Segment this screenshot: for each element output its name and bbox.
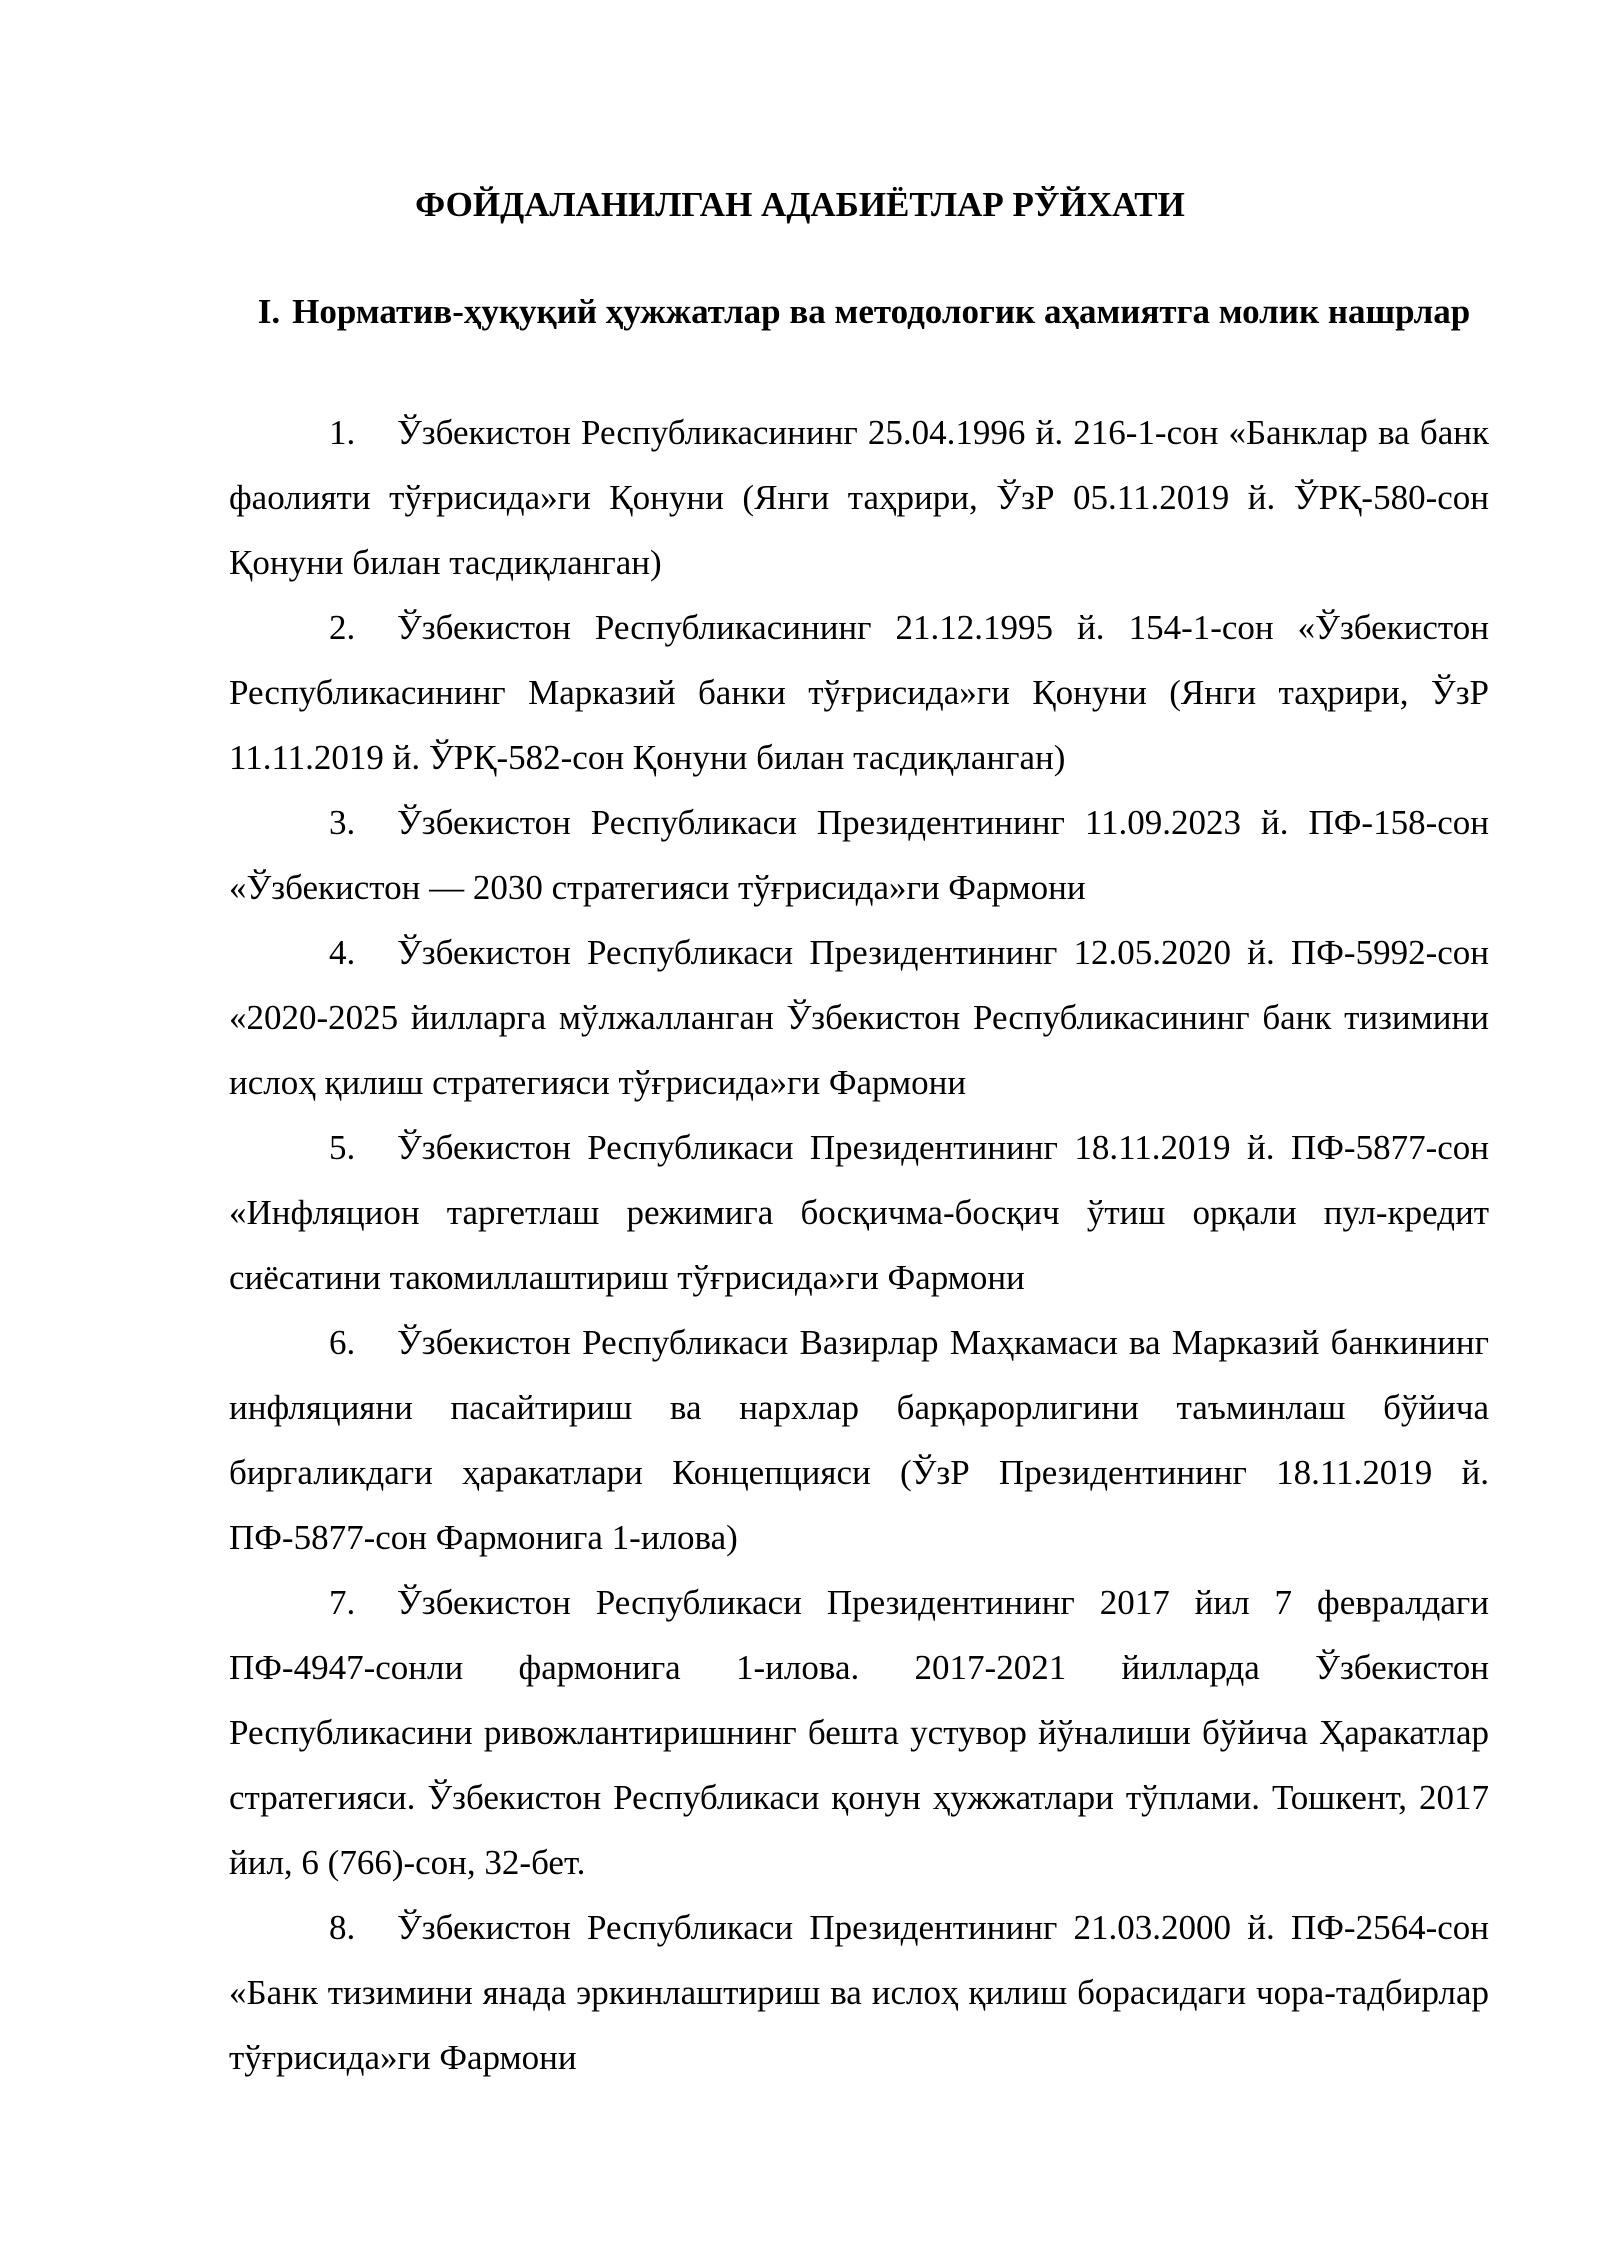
page-title: ФОЙДАЛАНИЛГАН АДАБИЁТЛАР РЎЙХАТИ bbox=[415, 185, 1185, 224]
reference-number: 1. bbox=[329, 413, 356, 452]
reference-text: Ўзбекистон Республикаси Президентининг 12.05.2020 й. ПФ-5992-сон «2020-2025 йилларга мўлжалланган Ўзбекистон Республикасининг банк тизимини ислоҳ қилиш стратегияси тўғрисида»ги Фармони bbox=[229, 933, 1489, 1102]
section-title: Норматив-ҳуқуқий ҳужжатлар ва методологик аҳамиятга молик нашрлар bbox=[292, 292, 1471, 331]
reference-text: Ўзбекистон Республикаси Президентининг 2017 йил 7 февралдаги ПФ-4947-сонли фармонига 1-илова. 2017-2021 йилларда Ўзбекистон Республикасини ривожлантиришнинг бешта устувор йўналиши бўйича Ҳаракатлар стратегияси. Ўзбекистон Республикаси қонун ҳужжатлари тўплами. Тошкент, 2017 йил, 6 (766)-сон, 32-бет. bbox=[229, 1583, 1489, 1882]
reference-item bbox=[229, 1895, 1489, 2090]
reference-item bbox=[229, 1310, 1489, 1570]
reference-number: 7. bbox=[329, 1583, 356, 1622]
reference-text: Ўзбекистон Республикаси Президентининг 18.11.2019 й. ПФ-5877-сон «Инфляцион таргетлаш режимига босқичма-босқич ўтиш орқали пул-кредит сиёсатини такомиллаштириш тўғрисида»ги Фармони bbox=[229, 1128, 1489, 1297]
reference-text: Ўзбекистон Республикаси Президентининг 21.03.2000 й. ПФ-2564-сон «Банк тизимини янада эркинлаштириш ва ислоҳ қилиш борасидаги чора-тадбирлар тўғрисида»ги Фармони bbox=[229, 1908, 1489, 2077]
reference-number: 6. bbox=[329, 1323, 356, 1362]
reference-number: 4. bbox=[329, 933, 356, 972]
reference-item bbox=[229, 1570, 1489, 1895]
reference-number: 8. bbox=[329, 1908, 356, 1947]
reference-item bbox=[229, 920, 1489, 1115]
section-heading bbox=[228, 279, 1500, 344]
reference-text: Ўзбекистон Республикаси Вазирлар Маҳкамаси ва Марказий банкининг инфляцияни пасайтириш ва нархлар барқарорлигини таъминлаш бўйича биргаликдаги ҳаракатлари Концепцияси (ЎзР Президентининг 18.11.2019 й. ПФ-5877-сон Фармонига 1-илова) bbox=[229, 1323, 1489, 1557]
reference-number: 2. bbox=[329, 608, 356, 647]
reference-text: Ўзбекистон Республикаси Президентининг 11.09.2023 й. ПФ-158-сон «Ўзбекистон — 2030 стратегияси тўғрисида»ги Фармони bbox=[229, 803, 1489, 907]
section-number: I. bbox=[257, 292, 281, 331]
reference-item bbox=[229, 790, 1489, 920]
reference-item bbox=[229, 400, 1489, 595]
reference-text: Ўзбекистон Республикасининг 21.12.1995 й. 154-1-сон «Ўзбекистон Республикасининг Марказий банки тўғрисида»ги Қонуни (Янги таҳрири, ЎзР 11.11.2019 й. ЎРҚ-582-сон Қонуни билан тасдиқланган) bbox=[229, 608, 1489, 777]
reference-item bbox=[229, 1115, 1489, 1310]
reference-list bbox=[229, 400, 1489, 2090]
reference-item bbox=[229, 595, 1489, 790]
reference-number: 3. bbox=[329, 803, 356, 842]
reference-text: Ўзбекистон Республикасининг 25.04.1996 й. 216-1-сон «Банклар ва банк фаолияти тўғрисида»ги Қонуни (Янги таҳрири, ЎзР 05.11.2019 й. ЎРҚ-580-сон Қонуни билан тасдиқланган) bbox=[229, 413, 1489, 582]
reference-number: 5. bbox=[329, 1128, 356, 1167]
